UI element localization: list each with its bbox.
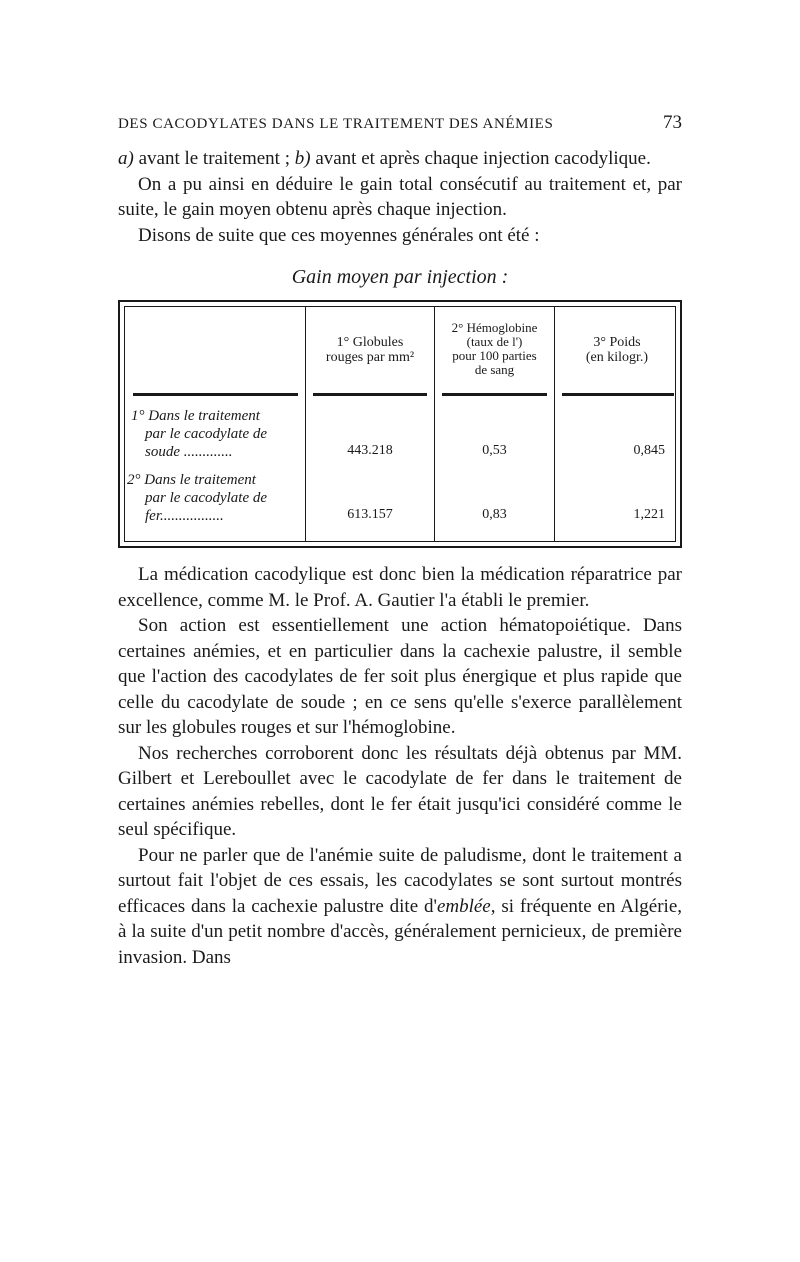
table-inner-frame	[124, 306, 676, 542]
paragraph-action: Son action est essentiellement une action hématopoiétique. Dans certaines anémies, et en particulier dans la cachexie palustre, il semble que l'action des cacodylates de fer soit plus énergique et plus rapide que celle du cacodylate de soude ; en ce sens qu'elle s'exerce parallèlement sur les globules rouges et sur l'hémoglobine.	[118, 615, 682, 738]
row-label-line: 2° Dans le traitement	[127, 472, 256, 488]
running-title: DES CACODYLATES DANS LE TRAITEMENT DES ANÉMIES	[118, 116, 554, 132]
row-label-soude	[131, 407, 267, 461]
header-rule	[133, 393, 298, 396]
running-header	[118, 112, 682, 134]
paragraph-paludisme	[118, 843, 682, 971]
paragraph-intro-2: On a pu ainsi en déduire le gain total consécutif au traitement et, par suite, le gain moyen obtenu après chaque injection.	[118, 173, 682, 220]
column-header-poids	[555, 335, 679, 365]
header-line: (en kilogr.)	[585, 350, 649, 365]
item-b: b)	[294, 148, 311, 169]
book-page	[118, 112, 682, 970]
emphasis-emblee: emblée	[436, 895, 491, 917]
header-line: de sang	[474, 362, 515, 377]
row-label-line: fer.................	[145, 508, 224, 524]
results-table	[118, 300, 682, 548]
row-label-line: soude .............	[145, 444, 233, 460]
paragraph-recherches: Nos recherches corroborent donc les résultats déjà obtenus par MM. Gilbert et Lereboullet avec le cacodylate de fer dans le traitement de certaines anémies rebelles, dont le fer était jusqu'ici considéré comme le seul spécifique.	[118, 742, 682, 840]
row-label-line: par le cacodylate de	[145, 426, 268, 442]
paragraph-medication: La médication cacodylique est donc bien la médication réparatrice par excellence, comme M. le Prof. A. Gautier l'a établi le premier.	[118, 564, 682, 611]
value-poids-soude: 0,845	[633, 443, 665, 458]
page-number: 73	[663, 112, 682, 133]
header-line: 2° Hémoglobine	[451, 320, 538, 335]
column-header-globules	[306, 335, 434, 365]
column-header-hemoglobine	[435, 321, 554, 377]
header-line: pour 100 parties	[452, 348, 537, 363]
item-a: a)	[118, 148, 134, 169]
body-text	[118, 562, 682, 970]
value-poids-fer: 1,221	[633, 507, 665, 522]
header-line: rouges par mm²	[325, 350, 415, 365]
text-run: avant et après chaque injection cacodylique.	[310, 148, 651, 169]
paragraph-intro-3: Disons de suite que ces moyennes générales ont été :	[138, 224, 540, 246]
row-label-line: 1° Dans le traitement	[131, 408, 260, 424]
row-label-fer	[127, 471, 267, 525]
header-rule	[562, 393, 674, 396]
value-hemoglobine-soude: 0,53	[482, 443, 507, 458]
header-line: 1° Globules	[336, 335, 404, 350]
header-line: 3° Poids	[593, 335, 641, 350]
value-hemoglobine-fer: 0,83	[482, 507, 507, 522]
value-globules-soude: 443.218	[347, 443, 393, 458]
text-run: Pour ne parler que de l'anémie suite de paludisme, dont le traitement a surtout fait l'objet de ces essais, les cacodylates se sont surtout montrés efficaces dans la cachexie palustre dite d'	[118, 844, 682, 917]
value-globules-fer: 613.157	[347, 507, 393, 522]
paragraph-intro-1	[118, 146, 682, 172]
table-caption: Gain moyen par injection :	[291, 266, 509, 288]
text-run: , si fréquente en Algérie, à la suite d'un petit nombre d'accès, généralement pernicieux, de première invasion. Dans	[118, 895, 682, 968]
header-rule	[313, 393, 427, 396]
header-rule	[442, 393, 547, 396]
header-line: (taux de l')	[466, 334, 523, 349]
text-run: avant le traitement ;	[133, 148, 295, 169]
row-label-line: par le cacodylate de	[145, 490, 268, 506]
